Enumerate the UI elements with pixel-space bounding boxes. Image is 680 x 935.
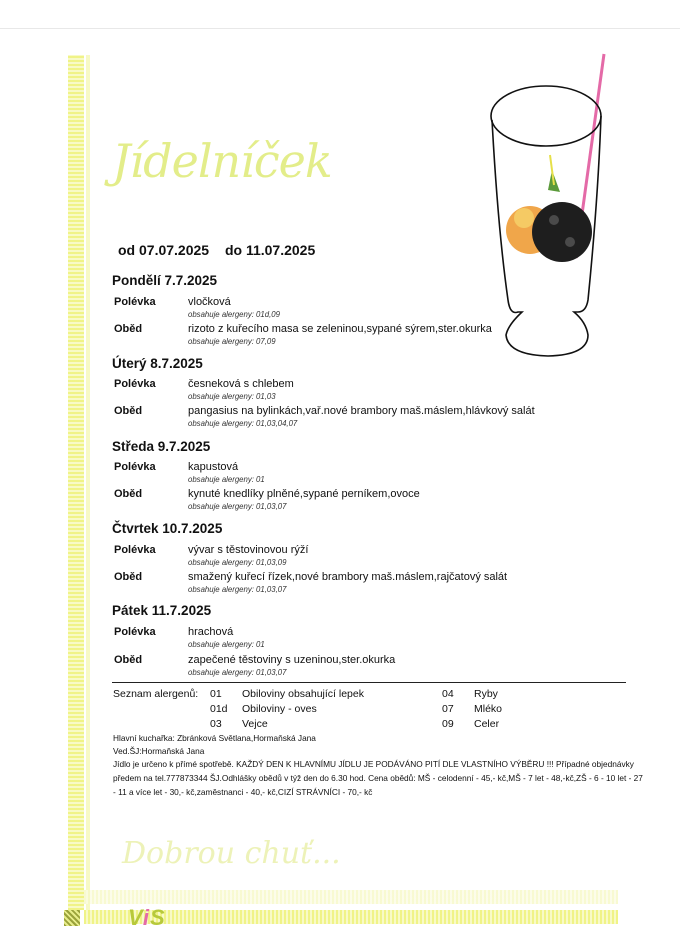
meal-allergens: obsahuje alergeny: 01d,09 [188, 310, 280, 319]
allergen-name: Obiloviny obsahující lepek [242, 688, 364, 700]
decorative-bottom-border-upper [84, 890, 618, 904]
allergen-code: 04 [442, 688, 454, 700]
meal-allergens: obsahuje alergeny: 01 [188, 475, 265, 484]
meal-name: rizoto z kuřecího masa se zeleninou,sypané sýrem,ster.okurka [188, 323, 492, 335]
meal-name: hrachová [188, 626, 234, 638]
meal-type-soup: Polévka [114, 626, 156, 638]
meal-allergens: obsahuje alergeny: 01,03,04,07 [188, 419, 298, 428]
divider-line [112, 682, 626, 683]
meal-type-lunch: Oběd [114, 488, 143, 500]
note-line-3: - 11 a více let - 30,- kč,zaměstnanci - 40,- kč,CIZÍ STRÁVNÍCI - 70,- kč [113, 787, 373, 797]
meal-allergens: obsahuje alergeny: 01,03,07 [188, 668, 287, 677]
meal-allergens: obsahuje alergeny: 01,03,07 [188, 585, 287, 594]
allergen-code: 09 [442, 718, 454, 730]
day-heading: Úterý 8.7.2025 [112, 356, 203, 371]
meal-name: kapustová [188, 461, 239, 473]
day-heading: Středa 9.7.2025 [112, 439, 211, 454]
day-heading: Pátek 11.7.2025 [112, 603, 212, 618]
scan-edge-line [0, 28, 680, 29]
allergen-code: 01 [210, 688, 222, 700]
glass-with-fruit-icon [488, 50, 613, 360]
day-heading: Pondělí 7.7.2025 [112, 273, 218, 288]
chef-info: Hlavní kuchařka: Zbránková Světlana,Hormaňská Jana [113, 733, 316, 743]
meal-name: česneková s chlebem [188, 378, 294, 390]
menu-title-script: Jídelníček [112, 134, 332, 188]
note-line-2: předem na tel.777873344 ŠJ.Odhlášky obědů v týž den do 6.30 hod. Cena obědů: MŠ - celodenní - 45,- kč,MŠ - 7 let - 48,-kč,ZŠ - 6 - 10 let - 27 [113, 773, 643, 783]
date-from: od 07.07.2025 [118, 242, 210, 258]
meal-type-soup: Polévka [114, 296, 156, 308]
meal-type-soup: Polévka [114, 378, 156, 390]
allergen-code: 01d [210, 703, 228, 715]
date-to: do 11.07.2025 [224, 242, 316, 258]
date-range [118, 242, 315, 258]
meal-allergens: obsahuje alergeny: 07,09 [188, 337, 276, 346]
allergen-legend-label: Seznam alergenů: [113, 688, 199, 700]
greeting-script: Dobrou chuť... [122, 836, 341, 871]
decorative-left-border [68, 55, 84, 910]
meal-type-lunch: Oběd [114, 323, 143, 335]
meal-type-soup: Polévka [114, 544, 156, 556]
allergen-name: Mléko [474, 703, 503, 715]
meal-allergens: obsahuje alergeny: 01,03,07 [188, 502, 287, 511]
meal-name: smažený kuřecí řízek,nové brambory maš.máslem,rajčatový salát [188, 571, 508, 583]
allergen-name: Ryby [474, 688, 498, 700]
meal-type-lunch: Oběd [114, 654, 143, 666]
meal-allergens: obsahuje alergeny: 01 [188, 640, 265, 649]
note-line-1: Jídlo je určeno k přímé spotřebě. KAŽDÝ DEN K HLAVNÍMU JÍDLU JE PODÁVÁNO PITÍ DLE VLASTNÍHO VÝBĚRU !!! Případné objednávky [113, 759, 634, 769]
meal-name: kynuté knedlíky plněné,sypané perníkem,ovoce [188, 488, 420, 500]
meal-name: vývar s těstovinovou rýží [188, 544, 309, 556]
qr-code-icon [64, 910, 80, 926]
allergen-code: 03 [210, 718, 222, 730]
school-logo: ViS [128, 905, 166, 930]
meal-name: vločková [188, 296, 231, 308]
head-info: Ved.ŠJ:Hormaňská Jana [113, 746, 205, 756]
meal-allergens: obsahuje alergeny: 01,03,09 [188, 558, 287, 567]
meal-type-soup: Polévka [114, 461, 156, 473]
meal-name: zapečené těstoviny s uzeninou,ster.okurka [188, 654, 396, 666]
decorative-left-border-inner [86, 55, 90, 910]
meal-allergens: obsahuje alergeny: 01,03 [188, 392, 276, 401]
allergen-name: Vejce [242, 718, 268, 730]
day-heading: Čtvrtek 10.7.2025 [112, 521, 223, 536]
meal-type-lunch: Oběd [114, 571, 143, 583]
allergen-name: Celer [474, 718, 500, 730]
allergen-name: Obiloviny - oves [242, 703, 317, 715]
meal-name: pangasius na bylinkách,vař.nové brambory maš.máslem,hlávkový salát [188, 405, 535, 417]
meal-type-lunch: Oběd [114, 405, 143, 417]
allergen-code: 07 [442, 703, 454, 715]
